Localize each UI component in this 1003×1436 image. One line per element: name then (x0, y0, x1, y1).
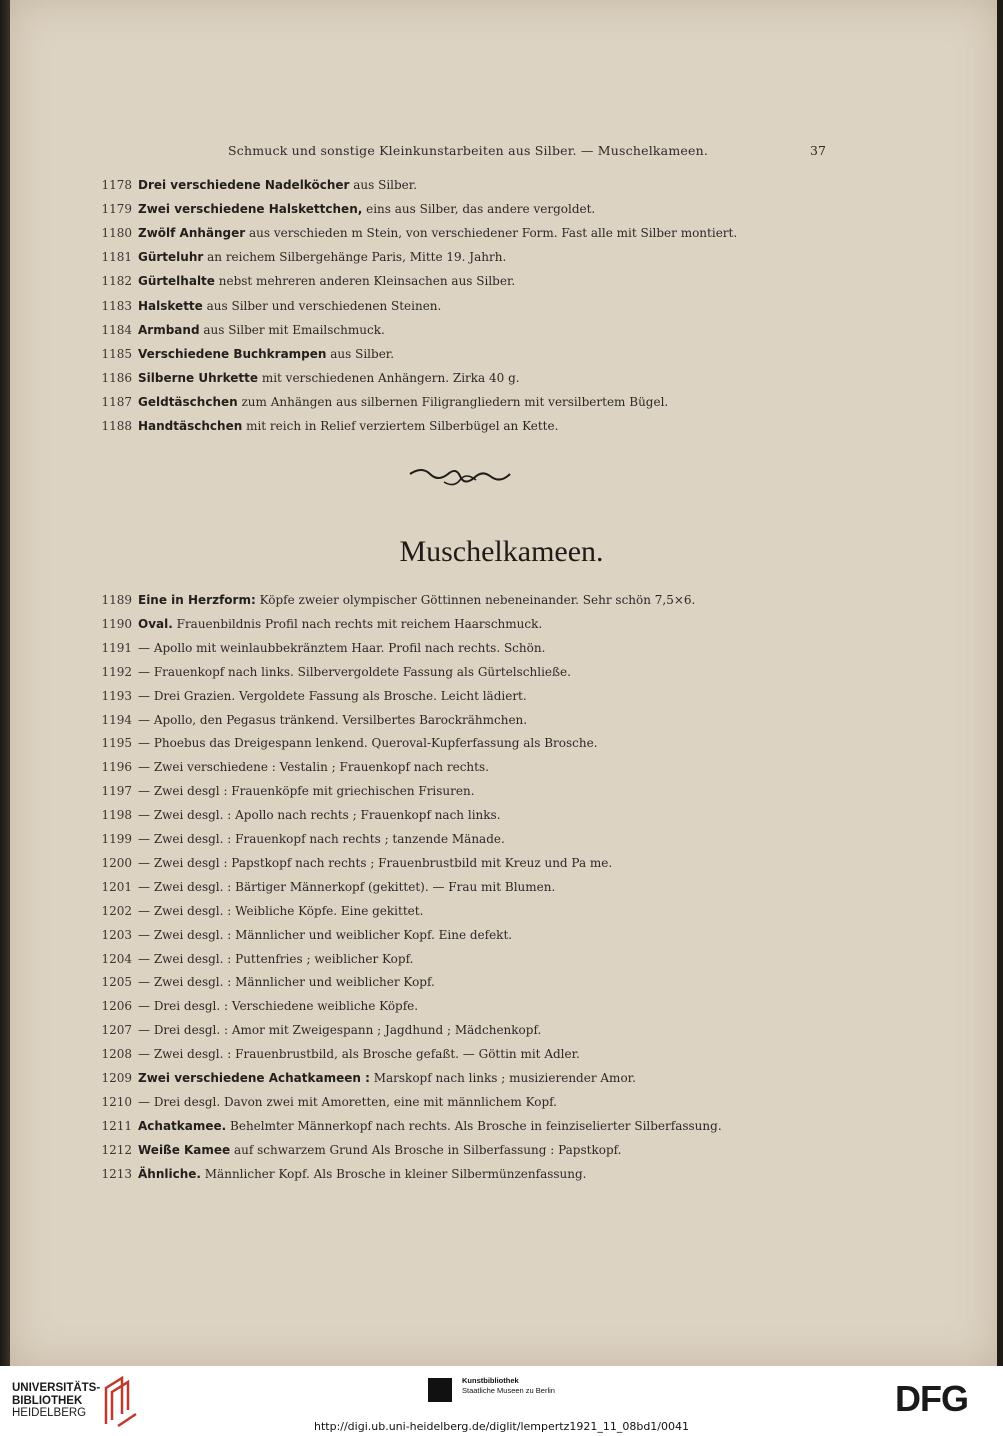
lot-number: 1203 (101, 927, 132, 942)
lot-number: 1193 (101, 688, 132, 703)
lot-number: 1209 (101, 1071, 132, 1085)
lot-description: Frauenbildnis Profil nach rechts mit reichem Haarschmuck. (172, 616, 543, 631)
lot-description: — Zwei desgl. : Männlicher und weiblicher Kopf. Eine defekt. (138, 927, 513, 942)
lot-number: 1182 (101, 274, 132, 289)
lot-number: 1186 (101, 370, 132, 385)
lot-number: 1192 (101, 664, 132, 679)
lot-title: Ähnliche. (138, 1166, 201, 1181)
catalog-entry (84, 782, 804, 800)
lot-description: — Drei desgl. : Verschiedene weibliche Köpfe. (138, 999, 419, 1014)
ub-line1: UNIVERSITÄTS- (12, 1382, 101, 1394)
catalog-entry (84, 973, 804, 991)
lot-description: — Zwei verschiedene : Vestalin ; Frauenkopf nach rechts. (138, 760, 489, 775)
lot-description: — Zwei desgl. : Weibliche Köpfe. Eine gekittet. (138, 903, 424, 918)
catalog-entry (84, 200, 804, 218)
lot-title: Gürtelhalte (138, 274, 215, 289)
lot-title: Geldtäschchen (138, 394, 238, 409)
lot-title: Drei verschiedene Nadelköcher (138, 178, 350, 192)
catalog-entry (84, 321, 804, 339)
catalog-entry (84, 224, 804, 242)
lot-number: 1185 (101, 346, 132, 361)
kb-line2: Staatliche Museen zu Berlin (462, 1386, 555, 1395)
lot-number: 1187 (101, 394, 132, 409)
catalog-entry (84, 758, 804, 776)
lot-number: 1198 (101, 808, 132, 823)
lot-title: Handtäschchen (138, 419, 243, 433)
lot-number: 1201 (101, 879, 132, 894)
lot-number: 1210 (101, 1094, 132, 1109)
lot-description: Behelmter Männerkopf nach rechts. Als Brosche in feinziselierter Silberfassung. (226, 1118, 722, 1133)
lot-number: 1189 (101, 593, 132, 607)
ub-heidelberg-logo-text (12, 1382, 100, 1420)
running-header: Schmuck und sonstige Kleinkunstarbeiten aus Silber. — Muschelkameen. (228, 143, 708, 158)
lot-number: 1204 (101, 951, 132, 966)
lot-description: — Zwei desgl. : Frauenbrustbild, als Brosche gefaßt. — Göttin mit Adler. (138, 1047, 580, 1062)
lot-description: — Drei Grazien. Vergoldete Fassung als Brosche. Leicht lädiert. (138, 688, 527, 703)
lot-description: eins aus Silber, das andere vergoldet. (362, 202, 596, 217)
scan-left-edge (0, 0, 10, 1366)
lot-title: Weiße Kamee (138, 1142, 231, 1157)
permalink-url[interactable]: http://digi.ub.uni-heidelberg.de/diglit/lempertz1921_11_08bd1/0041 (313, 1420, 689, 1433)
lot-description: Köpfe zweier olympischer Göttinnen nebeneinander. Sehr schön 7,5×6. (255, 593, 696, 607)
catalog-entry (84, 711, 804, 729)
lot-description: aus Silber. (326, 346, 395, 361)
catalog-entry (84, 369, 804, 387)
catalog-entry (84, 297, 804, 315)
catalog-entry (84, 926, 804, 944)
catalog-entry (84, 1117, 804, 1135)
lot-number: 1180 (101, 226, 132, 241)
lot-number: 1212 (101, 1142, 132, 1157)
lot-number: 1195 (101, 736, 132, 751)
lot-number: 1179 (101, 202, 132, 217)
catalog-entry (84, 417, 804, 435)
dfg-logo: DFG (895, 1378, 968, 1419)
ub-line2: BIBLIOTHEK (12, 1394, 83, 1407)
section-title: Muschelkameen. (399, 535, 604, 568)
lot-description: — Zwei desgl : Frauenköpfe mit griechischen Frisuren. (138, 784, 475, 799)
catalog-entry (84, 687, 804, 705)
lot-description: an reichem Silbergehänge Paris, Mitte 19. Jahrh. (203, 250, 507, 265)
catalog-entry (84, 878, 804, 896)
page-number: 37 (810, 143, 826, 158)
lot-number: 1207 (101, 1023, 132, 1038)
lot-number: 1181 (101, 250, 132, 265)
lot-number: 1208 (101, 1047, 132, 1062)
catalog-entry (84, 615, 804, 633)
lot-description: — Zwei desgl. : Apollo nach rechts ; Frauenkopf nach links. (138, 808, 501, 823)
lot-description: — Zwei desgl. : Puttenfries ; weiblicher Kopf. (138, 951, 414, 966)
lot-number: 1188 (101, 419, 132, 433)
lot-description: aus Silber mit Emailschmuck. (199, 322, 385, 337)
lot-description: — Zwei desgl. : Frauenkopf nach rechts ; tanzende Mänade. (138, 832, 505, 846)
catalog-entry (84, 950, 804, 968)
lot-description: — Frauenkopf nach links. Silbervergoldete Fassung als Gürtelschließe. (138, 664, 571, 679)
lot-title: Verschiedene Buchkrampen (138, 346, 327, 361)
lot-description: zum Anhängen aus silbernen Filigrangliedern mit versilbertem Bügel. (237, 394, 669, 409)
catalog-entry (84, 997, 804, 1015)
lot-title: Achatkamee. (138, 1118, 227, 1133)
lot-title: Gürteluhr (138, 250, 204, 265)
lot-number: 1206 (101, 999, 132, 1014)
lot-number: 1178 (101, 178, 132, 192)
lot-description: nebst mehreren anderen Kleinsachen aus Silber. (214, 274, 516, 289)
lot-title: Oval. (138, 616, 173, 631)
lot-description: Marskopf nach links ; musizierender Amor. (369, 1071, 636, 1085)
catalog-entry (84, 393, 804, 411)
catalog-entry (84, 272, 804, 290)
catalog-entry (84, 830, 804, 848)
lot-number: 1190 (101, 616, 132, 631)
lot-title: Zwölf Anhänger (138, 226, 246, 241)
catalog-entry (84, 854, 804, 872)
lot-title: Zwei verschiedene Achatkameen : (138, 1071, 370, 1085)
lot-description: mit verschiedenen Anhängern. Zirka 40 g. (258, 370, 520, 385)
lot-description: — Drei desgl. Davon zwei mit Amoretten, eine mit männlichem Kopf. (138, 1094, 557, 1109)
lot-number: 1211 (101, 1118, 132, 1133)
lot-title: Armband (138, 322, 200, 337)
lot-number: 1200 (101, 855, 132, 870)
catalog-entry (84, 591, 804, 609)
lot-description: auf schwarzem Grund Als Brosche in Silberfassung : Papstkopf. (230, 1142, 622, 1157)
lot-number: 1197 (101, 784, 132, 799)
lot-description: mit reich in Relief verziertem Silberbügel an Kette. (242, 419, 559, 433)
catalog-entry (84, 1165, 804, 1183)
catalog-entry (84, 663, 804, 681)
lot-number: 1191 (101, 640, 132, 655)
lot-description: — Apollo, den Pegasus tränkend. Versilbertes Barockrähmchen. (138, 712, 528, 727)
lot-title: Silberne Uhrkette (138, 370, 258, 385)
lot-description: Männlicher Kopf. Als Brosche in kleiner Silbermünzenfassung. (200, 1166, 587, 1181)
footer-bar (0, 1366, 1003, 1436)
catalog-entry (84, 639, 804, 657)
lot-title: Eine in Herzform: (138, 593, 256, 607)
catalog-entry (84, 1021, 804, 1039)
kunstbibliothek-logo-text (462, 1376, 555, 1396)
lot-number: 1199 (101, 832, 132, 846)
catalog-entry (84, 1069, 804, 1087)
ornament-divider (408, 462, 512, 492)
catalog-entry (84, 248, 804, 266)
lot-number: 1205 (101, 975, 132, 990)
catalog-entry (84, 345, 804, 363)
lot-description: — Zwei desgl. : Bärtiger Männerkopf (gekittet). — Frau mit Blumen. (138, 879, 556, 894)
kunstbibliothek-logo-icon (428, 1378, 452, 1402)
lot-description: aus Silber und verschiedenen Steinen. (202, 298, 442, 313)
catalog-entry (84, 1045, 804, 1063)
scan-right-edge (997, 0, 1003, 1366)
lot-number: 1213 (101, 1166, 132, 1181)
lot-description: — Zwei desgl : Papstkopf nach rechts ; Frauenbrustbild mit Kreuz und Pa me. (138, 855, 613, 870)
lot-number: 1196 (101, 760, 132, 775)
catalog-entry (84, 176, 804, 194)
catalog-entry (84, 806, 804, 824)
lot-number: 1184 (101, 322, 132, 337)
lot-description: aus verschieden m Stein, von verschiedener Form. Fast alle mit Silber montiert. (245, 226, 738, 241)
lot-number: 1183 (101, 298, 132, 313)
catalog-entry (84, 1093, 804, 1111)
lot-description: — Drei desgl. : Amor mit Zweigespann ; Jagdhund ; Mädchenkopf. (138, 1023, 542, 1038)
lot-title: Zwei verschiedene Halskettchen, (138, 202, 363, 217)
lot-description: — Zwei desgl. : Männlicher und weiblicher Kopf. (138, 975, 435, 990)
lot-description: — Phoebus das Dreigespann lenkend. Queroval-Kupferfassung als Brosche. (138, 736, 598, 751)
lot-title: Halskette (138, 298, 203, 313)
lot-number: 1194 (101, 712, 132, 727)
lot-number: 1202 (101, 903, 132, 918)
kb-line1: Kunstbibliothek (462, 1376, 519, 1385)
catalog-entry (84, 902, 804, 920)
lot-description: — Apollo mit weinlaubbekränztem Haar. Profil nach rechts. Schön. (138, 640, 546, 655)
ub-line3: HEIDELBERG (12, 1407, 87, 1419)
lot-description: aus Silber. (349, 178, 418, 192)
catalog-entry (84, 734, 804, 752)
catalog-entry (84, 1141, 804, 1159)
